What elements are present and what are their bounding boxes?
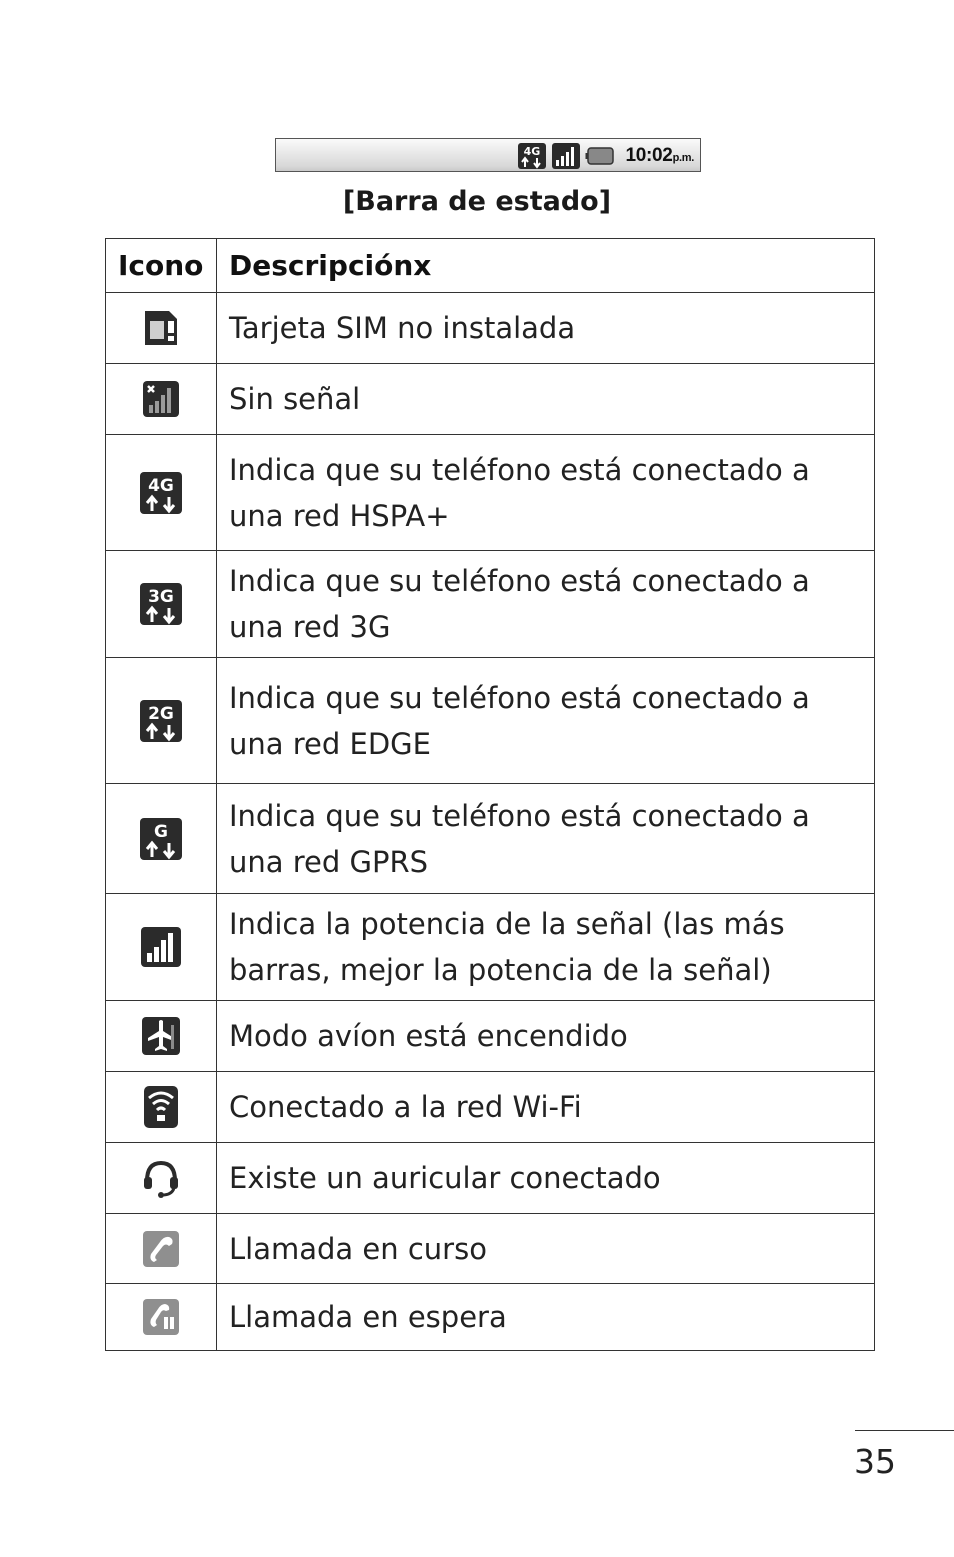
icon-cell [106, 435, 217, 551]
icon-cell [106, 1284, 217, 1351]
figure-caption: [Barra de estado] [342, 186, 612, 217]
icon-cell [106, 1143, 217, 1214]
row-description: Indica que su teléfono está conectado a una red HSPA+ [217, 435, 875, 551]
row-description: Indica que su teléfono está conectado a una red EDGE [217, 658, 875, 784]
headset-icon [140, 1157, 182, 1199]
row-description: Sin señal [217, 364, 875, 435]
battery-icon [585, 146, 615, 166]
table-row [106, 293, 875, 364]
call-on-hold-icon [141, 1297, 181, 1337]
network-3g-icon [138, 581, 184, 627]
table-row [106, 435, 875, 551]
call-in-progress-icon [141, 1229, 181, 1269]
svg-text:4G: 4G [524, 145, 541, 158]
sim-missing-icon [141, 307, 181, 349]
network-4g-icon [138, 470, 184, 516]
table-row [106, 1072, 875, 1143]
table-row [106, 784, 875, 894]
svg-text:3G: 3G [148, 587, 174, 607]
icon-cell [106, 658, 217, 784]
svg-text:2G: 2G [148, 703, 174, 724]
icon-cell [106, 1214, 217, 1284]
status-icons-table [105, 238, 875, 1351]
row-description: Indica que su teléfono está conectado a una red 3G [217, 551, 875, 658]
icon-cell [106, 364, 217, 435]
header-icon: Icono [106, 239, 217, 293]
status-time: 10:02p.m. [625, 145, 694, 166]
icon-cell [106, 1001, 217, 1072]
row-description: Llamada en espera [217, 1284, 875, 1351]
row-description: Conectado a la red Wi-Fi [217, 1072, 875, 1143]
table-row [106, 658, 875, 784]
network-2g-icon [138, 698, 184, 744]
icon-cell [106, 894, 217, 1001]
table-row [106, 1143, 875, 1214]
row-description: Modo avíon está encendido [217, 1001, 875, 1072]
page-number: 35 [854, 1442, 896, 1481]
header-description: Descripciónx [217, 239, 875, 293]
table-row [106, 894, 875, 1001]
table-row [106, 1214, 875, 1284]
page-number-rule [855, 1430, 954, 1431]
row-description: Indica la potencia de la señal (las más barras, mejor la potencia de la señal) [217, 894, 875, 1001]
row-description: Existe un auricular conectado [217, 1143, 875, 1214]
table-row [106, 364, 875, 435]
svg-text:G: G [154, 821, 168, 842]
network-4g-icon [517, 142, 547, 170]
icon-cell [106, 551, 217, 658]
table-row [106, 551, 875, 658]
row-description: Llamada en curso [217, 1214, 875, 1284]
airplane-mode-icon [140, 1015, 182, 1057]
icon-cell [106, 1072, 217, 1143]
icon-cell [106, 784, 217, 894]
wifi-icon [142, 1084, 180, 1130]
svg-text:4G: 4G [148, 475, 174, 496]
table-row [106, 1284, 875, 1351]
row-description: Tarjeta SIM no instalada [217, 293, 875, 364]
signal-strength-icon [139, 925, 183, 969]
row-description: Indica que su teléfono está conectado a una red GPRS [217, 784, 875, 894]
table-header-row [106, 239, 875, 293]
network-g-icon [138, 816, 184, 862]
signal-strength-icon [551, 142, 581, 170]
table-row [106, 1001, 875, 1072]
no-signal-icon [141, 379, 181, 419]
status-bar-image [275, 138, 701, 172]
icon-cell [106, 293, 217, 364]
